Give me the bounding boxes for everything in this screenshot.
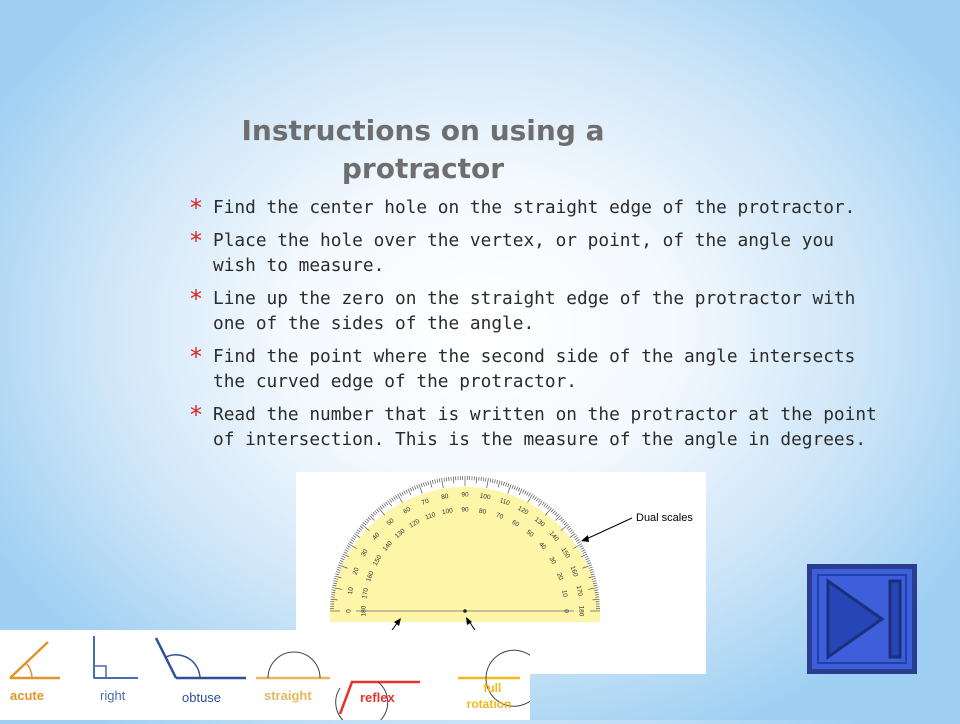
protractor-tick: [561, 524, 569, 530]
right-label: right: [100, 688, 126, 703]
inner-scale-label: 10: [560, 589, 568, 598]
protractor-tick: [562, 521, 565, 524]
acute-ray: [10, 642, 48, 678]
protractor-tick: [346, 548, 350, 550]
skip-bar: [890, 581, 900, 657]
inner-scale-label: 20: [555, 572, 564, 582]
protractor-tick: [583, 552, 587, 554]
protractor-tick: [581, 548, 585, 550]
inner-scale-label: 140: [382, 540, 395, 553]
bullet-text: Read the number that is written on the protractor at the point of intersection. This is the measure of the angle in degrees.: [213, 404, 877, 450]
protractor-tick: [545, 508, 551, 516]
protractor-tick: [590, 572, 594, 573]
outer-scale-label: 140: [548, 530, 561, 543]
bullet-marker: *: [190, 403, 202, 428]
protractor-tick: [352, 537, 355, 539]
bullet-text: Find the point where the second side of the angle intersects the curved edge of the protractor.: [213, 346, 855, 392]
bullet-item: [190, 286, 880, 336]
outer-scale-label: 70: [421, 498, 431, 507]
outer-scale-label: 10: [347, 586, 355, 595]
protractor-tick: [341, 558, 345, 560]
protractor-tick: [356, 532, 359, 534]
protractor-tick: [421, 483, 422, 487]
reflex-label: reflex: [360, 690, 395, 705]
protractor-tick: [393, 497, 395, 500]
protractor-tick: [386, 502, 388, 505]
protractor-tick: [423, 483, 424, 487]
pointer-arrowhead: [581, 535, 589, 542]
protractor-tick: [376, 509, 379, 512]
protractor-tick: [524, 491, 526, 495]
acute-label: acute: [10, 688, 44, 703]
acute-arc: [26, 663, 32, 678]
protractor-tick: [568, 528, 571, 530]
full-rotation-line: rotation: [467, 697, 512, 711]
obtuse-angle: [156, 638, 246, 705]
protractor-tick: [514, 486, 515, 490]
inner-scale-label: 60: [511, 519, 521, 529]
protractor-tick: [351, 539, 354, 541]
bullet-marker: *: [190, 229, 202, 254]
protractor-tick: [567, 526, 570, 529]
protractor-tick: [384, 503, 386, 506]
protractor-tick: [345, 550, 349, 552]
protractor-tick: [571, 532, 574, 534]
reflex-angle: [336, 682, 420, 720]
protractor-tick: [580, 546, 583, 548]
protractor-tick: [400, 493, 402, 496]
protractor-tick: [390, 499, 392, 502]
outer-scale-label: 170: [575, 585, 584, 597]
protractor-tick: [546, 505, 548, 508]
protractor-tick: [432, 480, 433, 484]
outer-scale-label: 20: [352, 566, 361, 576]
protractor-tick: [336, 572, 340, 573]
protractor-tick: [371, 514, 374, 517]
protractor-tick: [505, 483, 506, 487]
protractor-tick: [547, 506, 550, 509]
outer-scale-label: 110: [499, 497, 511, 507]
outer-scale-label: 160: [569, 565, 579, 578]
protractor-tick: [391, 498, 393, 501]
protractor-tick: [453, 477, 454, 484]
protractor-tick: [426, 482, 427, 486]
protractor-tick: [498, 481, 500, 488]
bullet-item: [190, 344, 880, 394]
protractor-tick: [360, 526, 363, 529]
protractor-tick: [380, 506, 383, 509]
protractor-tick: [353, 536, 356, 538]
protractor-tick: [492, 479, 493, 483]
protractor-tick: [544, 503, 546, 506]
protractor-tick: [340, 560, 344, 561]
protractor-tick: [518, 488, 520, 492]
protractor-tick: [476, 477, 477, 484]
obtuse-ray: [156, 638, 176, 678]
full-rotation-angle: [458, 650, 530, 711]
protractor-tick: [586, 560, 590, 561]
protractor-tick: [570, 530, 573, 532]
protractor-tick: [508, 483, 509, 487]
protractor-tick: [410, 488, 412, 492]
protractor-tick: [586, 558, 590, 560]
protractor-tick: [375, 511, 378, 514]
skip-next-icon: [806, 563, 918, 675]
protractor-tick: [444, 478, 445, 482]
inner-scale-label: 80: [478, 508, 487, 516]
protractor-tick: [417, 485, 418, 489]
protractor-tick: [519, 489, 522, 495]
full-rotation-line: full: [483, 681, 501, 695]
protractor-tick: [344, 552, 348, 554]
angle-types-strip: [0, 630, 530, 720]
protractor-tick: [528, 494, 533, 503]
protractor-tick: [337, 567, 341, 568]
instruction-list: [190, 195, 880, 460]
protractor-tick: [542, 502, 544, 505]
protractor-tick: [532, 495, 534, 498]
protractor-tick: [446, 477, 447, 481]
protractor-tick: [538, 499, 540, 502]
inner-scale-label: 90: [461, 507, 469, 514]
inner-scale-label: 70: [495, 512, 505, 521]
protractor-tick: [587, 563, 591, 564]
protractor-tick: [382, 505, 384, 508]
protractor-tick: [516, 487, 518, 491]
inner-scale-label: 160: [365, 570, 375, 583]
outer-scale-label: 50: [386, 517, 396, 527]
protractor-tick: [553, 511, 556, 514]
protractor-tick: [534, 497, 536, 500]
protractor-tick: [503, 482, 504, 486]
protractor-tick: [368, 517, 371, 520]
outer-scale-label: 120: [516, 505, 529, 517]
inner-scale-label: 150: [372, 554, 384, 567]
inner-scale-label: 50: [525, 529, 535, 539]
protractor-tick: [335, 574, 339, 575]
bullet-marker: *: [190, 345, 202, 370]
slide-title: Instructions on using a protractor: [228, 112, 618, 188]
protractor-tick: [373, 512, 376, 515]
origin-hole: [463, 609, 467, 613]
protractor-tick: [349, 541, 352, 543]
inner-scale-label: 130: [394, 527, 407, 540]
outer-scale-label: 0: [346, 609, 353, 613]
protractor-tick: [398, 494, 403, 503]
inner-scale-label: 110: [424, 511, 436, 521]
protractor-tick: [494, 479, 495, 483]
protractor-tick: [402, 492, 404, 496]
protractor-tick: [442, 478, 444, 488]
protractor-tick: [536, 498, 538, 501]
protractor-tick: [337, 569, 341, 570]
protractor-tick: [590, 569, 594, 570]
protractor-tick: [347, 546, 350, 548]
outer-scale-label: 150: [560, 547, 572, 560]
protractor-tick: [512, 485, 513, 489]
angle-types-svg: [0, 630, 530, 720]
outer-scale-label: 90: [461, 492, 469, 499]
protractor-tick: [589, 567, 593, 568]
inner-scale-label: 0: [562, 609, 569, 613]
straight-label: straight: [264, 688, 312, 703]
bullet-marker: *: [190, 196, 202, 221]
acute-angle: [10, 642, 60, 703]
protractor-tick: [404, 491, 406, 495]
bullet-item: [190, 402, 880, 452]
protractor-tick: [412, 487, 414, 491]
protractor-tick: [501, 481, 502, 485]
inner-scale-label: 170: [361, 587, 370, 599]
protractor-tick: [556, 514, 559, 517]
protractor-tick: [378, 508, 384, 516]
protractor-tick: [582, 550, 586, 552]
protractor-tick: [366, 519, 369, 522]
protractor-tick: [362, 524, 370, 530]
obtuse-label: obtuse: [182, 690, 221, 705]
inner-scale-label: 40: [537, 541, 547, 551]
protractor-tick: [497, 480, 498, 484]
dual-scales-label: Dual scales: [636, 512, 693, 524]
protractor-tick: [365, 521, 368, 524]
right-angle-marker: [94, 666, 106, 678]
inner-scale-label: 30: [547, 556, 557, 566]
bullet-text: Find the center hole on the straight edge of the protractor.: [213, 197, 855, 218]
protractor-tick: [576, 539, 579, 541]
full-rotation-label: [467, 681, 512, 711]
protractor-tick: [585, 556, 589, 558]
bullet-item: [190, 228, 880, 278]
protractor-tick: [339, 563, 343, 564]
protractor-tick: [487, 478, 489, 488]
outer-scale-label: 130: [533, 516, 546, 529]
straight-arc: [268, 652, 320, 678]
outer-scale-label: 40: [371, 531, 381, 541]
outer-scale-label: 100: [479, 493, 491, 502]
protractor-tick: [574, 536, 577, 538]
protractor-tick: [437, 479, 438, 483]
bullet-marker: *: [190, 287, 202, 312]
protractor-tick: [430, 481, 432, 488]
inner-scale-label: 100: [442, 507, 454, 516]
protractor-tick: [359, 528, 362, 530]
protractor-tick: [406, 490, 408, 494]
outer-scale-label: 80: [441, 493, 450, 501]
outer-scale-label: 60: [402, 506, 412, 516]
protractor-tick: [564, 522, 567, 525]
protractor-tick: [408, 489, 411, 495]
dual-scales-pointer: [582, 518, 632, 541]
protractor-tick: [435, 479, 436, 483]
protractor-tick: [342, 556, 346, 558]
protractor-tick: [428, 481, 429, 485]
protractor-tick: [575, 537, 578, 539]
protractor-tick: [522, 490, 524, 494]
outer-scale-label: 180: [577, 606, 584, 617]
bullet-text: Line up the zero on the straight edge of the protractor with one of the sides of the angle.: [213, 288, 855, 334]
protractor-tick: [357, 530, 360, 532]
inner-scale-label: 180: [361, 605, 368, 616]
outer-scale-label: 30: [360, 548, 370, 558]
protractor-tick: [561, 519, 564, 522]
straight-angle: [256, 652, 330, 703]
protractor-tick: [363, 522, 366, 525]
protractor-tick: [439, 478, 440, 482]
protractor-tick: [529, 493, 531, 496]
protractor-tick: [490, 478, 491, 482]
protractor-tick: [591, 574, 595, 575]
right-angle: [94, 636, 138, 703]
protractor-tick: [577, 541, 580, 543]
protractor-tick: [559, 517, 562, 520]
bullet-text: Place the hole over the vertex, or point, of the angle you wish to measure.: [213, 230, 834, 276]
bullet-item: [190, 195, 880, 220]
protractor-tick: [414, 486, 415, 490]
protractor-tick: [395, 495, 397, 498]
protractor-tick: [483, 477, 484, 481]
protractor-tick: [554, 512, 557, 515]
protractor-tick: [551, 509, 554, 512]
protractor-tick: [527, 492, 529, 496]
next-slide-button[interactable]: [806, 563, 918, 675]
inner-scale-label: 120: [408, 518, 421, 530]
protractor-tick: [485, 478, 486, 482]
